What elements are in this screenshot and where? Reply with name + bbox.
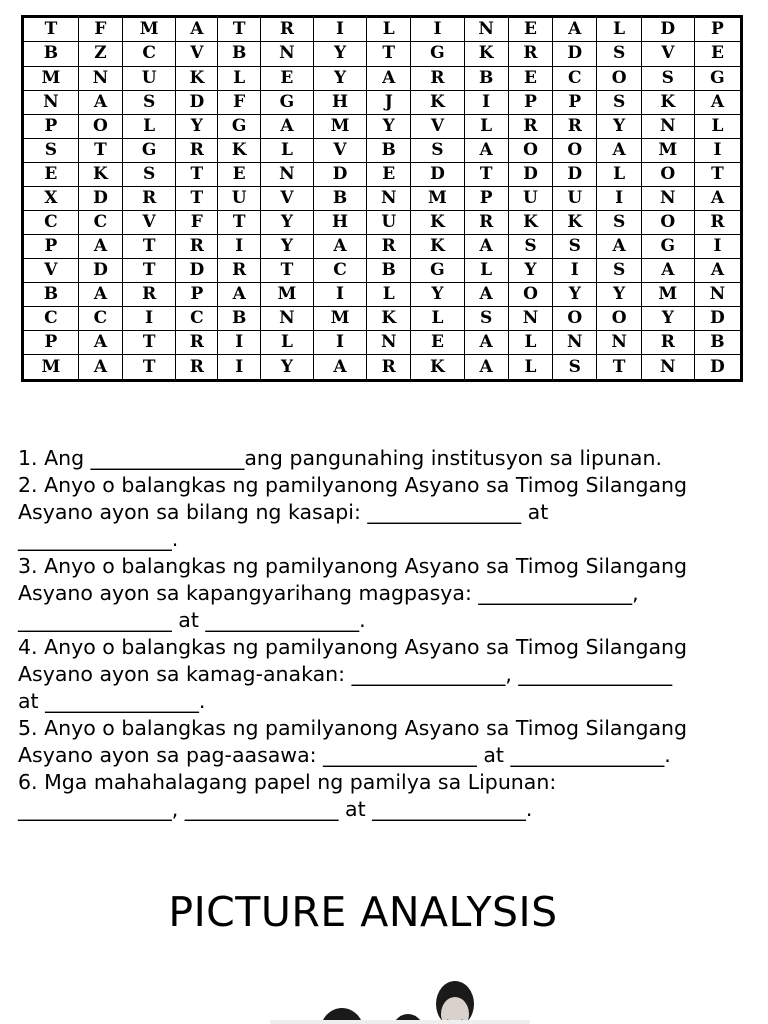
grid-cell: L (508, 355, 552, 381)
grid-cell: Y (641, 307, 694, 331)
grid-row (23, 42, 742, 66)
grid-cell: T (123, 235, 176, 259)
question-line: 5. Anyo o balangkas ng pamilyanong Asyano sa Timog Silangang (18, 716, 688, 740)
grid-cell: F (218, 90, 260, 114)
grid-cell: N (78, 66, 122, 90)
grid-cell: B (464, 66, 508, 90)
grid-cell: I (411, 17, 464, 42)
grid-cell: L (464, 114, 508, 138)
grid-cell: R (176, 355, 218, 381)
grid-cell: L (218, 66, 260, 90)
grid-cell: Y (553, 283, 597, 307)
grid-cell: Y (508, 259, 552, 283)
grid-cell: A (218, 283, 260, 307)
question-line: Asyano ayon sa kapangyarihang magpasya: _______________, (18, 581, 639, 605)
grid-row (23, 114, 742, 138)
grid-cell: V (23, 259, 79, 283)
grid-cell: Y (260, 235, 313, 259)
grid-cell: T (123, 259, 176, 283)
grid-cell: N (464, 17, 508, 42)
grid-cell: I (218, 355, 260, 381)
grid-cell: B (313, 186, 366, 210)
grid-cell: C (313, 259, 366, 283)
grid-cell: B (367, 138, 411, 162)
grid-cell: C (23, 210, 79, 234)
grid-cell: A (313, 235, 366, 259)
grid-row (23, 355, 742, 381)
grid-cell: O (597, 66, 641, 90)
grid-cell: R (694, 210, 741, 234)
grid-cell: Y (597, 283, 641, 307)
question-line: _______________. (18, 527, 179, 551)
grid-cell: O (553, 307, 597, 331)
grid-cell: N (553, 331, 597, 355)
grid-cell: M (23, 355, 79, 381)
grid-cell: C (176, 307, 218, 331)
grid-cell: I (313, 283, 366, 307)
grid-cell: L (123, 114, 176, 138)
grid-cell: K (411, 355, 464, 381)
grid-row (23, 162, 742, 186)
grid-cell: G (694, 66, 741, 90)
grid-cell: B (23, 283, 79, 307)
question-line: Asyano ayon sa kamag-anakan: _______________, _______________ (18, 662, 673, 686)
question-line: 1. Ang _______________ang pangunahing institusyon sa lipunan. (18, 446, 663, 470)
grid-cell: B (23, 42, 79, 66)
grid-cell: T (464, 162, 508, 186)
grid-cell: G (218, 114, 260, 138)
grid-cell: J (367, 90, 411, 114)
grid-cell: T (78, 138, 122, 162)
grid-cell: S (123, 162, 176, 186)
grid-cell: R (367, 235, 411, 259)
grid-cell: S (553, 355, 597, 381)
grid-cell: I (464, 90, 508, 114)
grid-cell: K (78, 162, 122, 186)
grid-cell: I (218, 331, 260, 355)
grid-cell: E (218, 162, 260, 186)
grid-cell: Y (313, 66, 366, 90)
question-item (18, 634, 758, 715)
grid-cell: N (367, 331, 411, 355)
grid-cell: E (23, 162, 79, 186)
grid-cell: A (78, 283, 122, 307)
grid-cell: M (313, 307, 366, 331)
grid-cell: I (694, 138, 741, 162)
question-item (18, 472, 758, 553)
grid-cell: V (176, 42, 218, 66)
grid-cell: K (218, 138, 260, 162)
grid-row (23, 17, 742, 42)
grid-cell: V (313, 138, 366, 162)
grid-row (23, 210, 742, 234)
questions-list (18, 445, 758, 823)
grid-cell: S (553, 235, 597, 259)
grid-cell: L (411, 307, 464, 331)
grid-row (23, 331, 742, 355)
grid-cell: I (553, 259, 597, 283)
grid-cell: R (553, 114, 597, 138)
grid-cell: N (641, 114, 694, 138)
grid-cell: A (694, 186, 741, 210)
grid-cell: N (260, 307, 313, 331)
grid-cell: S (597, 90, 641, 114)
grid-cell: K (641, 90, 694, 114)
grid-cell: T (597, 355, 641, 381)
grid-cell: L (508, 331, 552, 355)
question-line: 4. Anyo o balangkas ng pamilyanong Asyano sa Timog Silangang (18, 635, 688, 659)
grid-cell: U (218, 186, 260, 210)
grid-cell: R (508, 114, 552, 138)
grid-cell: X (23, 186, 79, 210)
grid-cell: K (367, 307, 411, 331)
grid-cell: P (464, 186, 508, 210)
grid-cell: Z (78, 42, 122, 66)
grid-row (23, 186, 742, 210)
grid-cell: R (411, 66, 464, 90)
grid-cell: N (641, 355, 694, 381)
grid-cell: O (508, 283, 552, 307)
grid-cell: S (464, 307, 508, 331)
grid-row (23, 259, 742, 283)
grid-cell: Y (411, 283, 464, 307)
grid-cell: A (553, 17, 597, 42)
grid-cell: S (123, 90, 176, 114)
grid-cell: O (553, 138, 597, 162)
grid-cell: D (176, 90, 218, 114)
grid-cell: H (313, 90, 366, 114)
grid-cell: A (464, 355, 508, 381)
grid-cell: Y (176, 114, 218, 138)
grid-cell: U (553, 186, 597, 210)
grid-cell: T (123, 355, 176, 381)
grid-cell: B (218, 307, 260, 331)
grid-cell: L (694, 114, 741, 138)
grid-cell: O (597, 307, 641, 331)
grid-cell: T (23, 17, 79, 42)
grid-cell: N (508, 307, 552, 331)
grid-cell: D (78, 259, 122, 283)
grid-cell: I (597, 186, 641, 210)
grid-cell: A (176, 17, 218, 42)
grid-cell: D (508, 162, 552, 186)
grid-cell: L (260, 331, 313, 355)
question-item (18, 715, 758, 769)
grid-cell: U (367, 210, 411, 234)
grid-cell: E (508, 66, 552, 90)
grid-cell: M (313, 114, 366, 138)
grid-cell: Y (313, 42, 366, 66)
grid-cell: T (123, 331, 176, 355)
grid-cell: M (260, 283, 313, 307)
grid-cell: S (23, 138, 79, 162)
grid-cell: N (694, 283, 741, 307)
grid-cell: O (641, 162, 694, 186)
grid-cell: E (508, 17, 552, 42)
grid-cell: M (411, 186, 464, 210)
grid-cell: A (641, 259, 694, 283)
grid-cell: C (78, 307, 122, 331)
grid-cell: Y (597, 114, 641, 138)
question-line: 6. Mga mahahalagang papel ng pamilya sa Lipunan: (18, 770, 557, 794)
grid-cell: P (23, 331, 79, 355)
grid-cell: R (508, 42, 552, 66)
family-photo (250, 962, 550, 1024)
grid-cell: O (508, 138, 552, 162)
grid-row (23, 235, 742, 259)
grid-cell: P (23, 235, 79, 259)
grid-cell: P (553, 90, 597, 114)
question-line: Asyano ayon sa bilang ng kasapi: _______________ at (18, 500, 549, 524)
grid-cell: A (694, 90, 741, 114)
grid-cell: E (367, 162, 411, 186)
grid-cell: R (176, 331, 218, 355)
grid-cell: G (641, 235, 694, 259)
grid-cell: F (176, 210, 218, 234)
grid-cell: M (23, 66, 79, 90)
grid-cell: A (694, 259, 741, 283)
grid-cell: O (78, 114, 122, 138)
grid-cell: D (553, 42, 597, 66)
grid-cell: B (367, 259, 411, 283)
grid-cell: K (508, 210, 552, 234)
grid-cell: K (553, 210, 597, 234)
grid-cell: T (218, 210, 260, 234)
grid-cell: D (313, 162, 366, 186)
grid-cell: C (553, 66, 597, 90)
grid-cell: L (464, 259, 508, 283)
grid-cell: G (411, 42, 464, 66)
grid-cell: D (694, 307, 741, 331)
grid-cell: R (123, 186, 176, 210)
grid-cell: K (411, 90, 464, 114)
grid-cell: E (694, 42, 741, 66)
grid-cell: T (176, 186, 218, 210)
grid-cell: V (123, 210, 176, 234)
grid-cell: T (260, 259, 313, 283)
grid-cell: S (597, 259, 641, 283)
grid-cell: R (176, 235, 218, 259)
grid-cell: B (218, 42, 260, 66)
question-item (18, 553, 758, 634)
question-line: _______________, _______________ at _______________. (18, 797, 533, 821)
grid-cell: F (78, 17, 122, 42)
grid-cell: A (78, 355, 122, 381)
grid-cell: A (464, 331, 508, 355)
grid-cell: D (411, 162, 464, 186)
grid-row (23, 307, 742, 331)
grid-cell: A (78, 90, 122, 114)
grid-cell: M (641, 283, 694, 307)
grid-cell: T (367, 42, 411, 66)
grid-cell: G (411, 259, 464, 283)
grid-cell: L (597, 17, 641, 42)
grid-cell: I (218, 235, 260, 259)
grid-cell: U (508, 186, 552, 210)
grid-cell: L (367, 17, 411, 42)
question-line: 3. Anyo o balangkas ng pamilyanong Asyano sa Timog Silangang (18, 554, 688, 578)
grid-cell: S (597, 42, 641, 66)
grid-cell: Y (367, 114, 411, 138)
grid-cell: A (367, 66, 411, 90)
grid-cell: L (367, 283, 411, 307)
question-line: 2. Anyo o balangkas ng pamilyanong Asyano sa Timog Silangang (18, 473, 688, 497)
question-item (18, 445, 758, 472)
grid-cell: K (411, 210, 464, 234)
grid-cell: N (641, 186, 694, 210)
grid-cell: D (78, 186, 122, 210)
picture-analysis-title: PICTURE ANALYSIS (168, 888, 558, 936)
grid-cell: G (260, 90, 313, 114)
grid-cell: P (508, 90, 552, 114)
grid-cell: M (641, 138, 694, 162)
grid-row (23, 283, 742, 307)
grid-cell: A (597, 138, 641, 162)
grid-cell: U (123, 66, 176, 90)
grid-cell: R (464, 210, 508, 234)
grid-cell: N (260, 42, 313, 66)
grid-cell: D (694, 355, 741, 381)
grid-cell: G (123, 138, 176, 162)
grid-cell: D (553, 162, 597, 186)
grid-cell: K (464, 42, 508, 66)
grid-cell: K (176, 66, 218, 90)
grid-cell: A (464, 283, 508, 307)
grid-cell: S (411, 138, 464, 162)
grid-cell: I (313, 331, 366, 355)
grid-cell: D (641, 17, 694, 42)
grid-cell: P (694, 17, 741, 42)
grid-cell: E (260, 66, 313, 90)
question-line: _______________ at _______________. (18, 608, 366, 632)
grid-cell: C (23, 307, 79, 331)
grid-cell: N (367, 186, 411, 210)
grid-cell: K (411, 235, 464, 259)
grid-cell: B (694, 331, 741, 355)
grid-cell: S (597, 210, 641, 234)
grid-cell: L (260, 138, 313, 162)
grid-cell: T (694, 162, 741, 186)
grid-cell: Y (260, 210, 313, 234)
grid-cell: V (260, 186, 313, 210)
grid-row (23, 66, 742, 90)
grid-cell: I (694, 235, 741, 259)
grid-cell: T (218, 17, 260, 42)
grid-cell: S (641, 66, 694, 90)
grid-cell: H (313, 210, 366, 234)
grid-cell: R (260, 17, 313, 42)
grid-cell: A (597, 235, 641, 259)
grid-cell: Y (260, 355, 313, 381)
grid-cell: T (176, 162, 218, 186)
grid-cell: A (464, 235, 508, 259)
question-line: Asyano ayon sa pag-aasawa: _______________ at _______________. (18, 743, 671, 767)
grid-cell: A (464, 138, 508, 162)
grid-cell: V (641, 42, 694, 66)
grid-row (23, 90, 742, 114)
grid-cell: L (597, 162, 641, 186)
grid-cell: R (176, 138, 218, 162)
grid-cell: P (23, 114, 79, 138)
word-search-grid (21, 15, 743, 382)
grid-cell: R (367, 355, 411, 381)
grid-cell: N (260, 162, 313, 186)
grid-cell: R (641, 331, 694, 355)
question-line: at _______________. (18, 689, 206, 713)
grid-cell: V (411, 114, 464, 138)
grid-row (23, 138, 742, 162)
grid-cell: A (78, 331, 122, 355)
grid-cell: N (23, 90, 79, 114)
grid-cell: O (641, 210, 694, 234)
grid-cell: C (78, 210, 122, 234)
grid-cell: N (597, 331, 641, 355)
grid-cell: A (313, 355, 366, 381)
grid-cell: S (508, 235, 552, 259)
grid-cell: I (123, 307, 176, 331)
grid-cell: E (411, 331, 464, 355)
grid-cell: R (123, 283, 176, 307)
grid-cell: R (218, 259, 260, 283)
grid-cell: M (123, 17, 176, 42)
grid-cell: C (123, 42, 176, 66)
grid-cell: D (176, 259, 218, 283)
grid-cell: P (176, 283, 218, 307)
grid-cell: A (78, 235, 122, 259)
question-item (18, 769, 758, 823)
grid-cell: A (260, 114, 313, 138)
grid-cell: I (313, 17, 366, 42)
